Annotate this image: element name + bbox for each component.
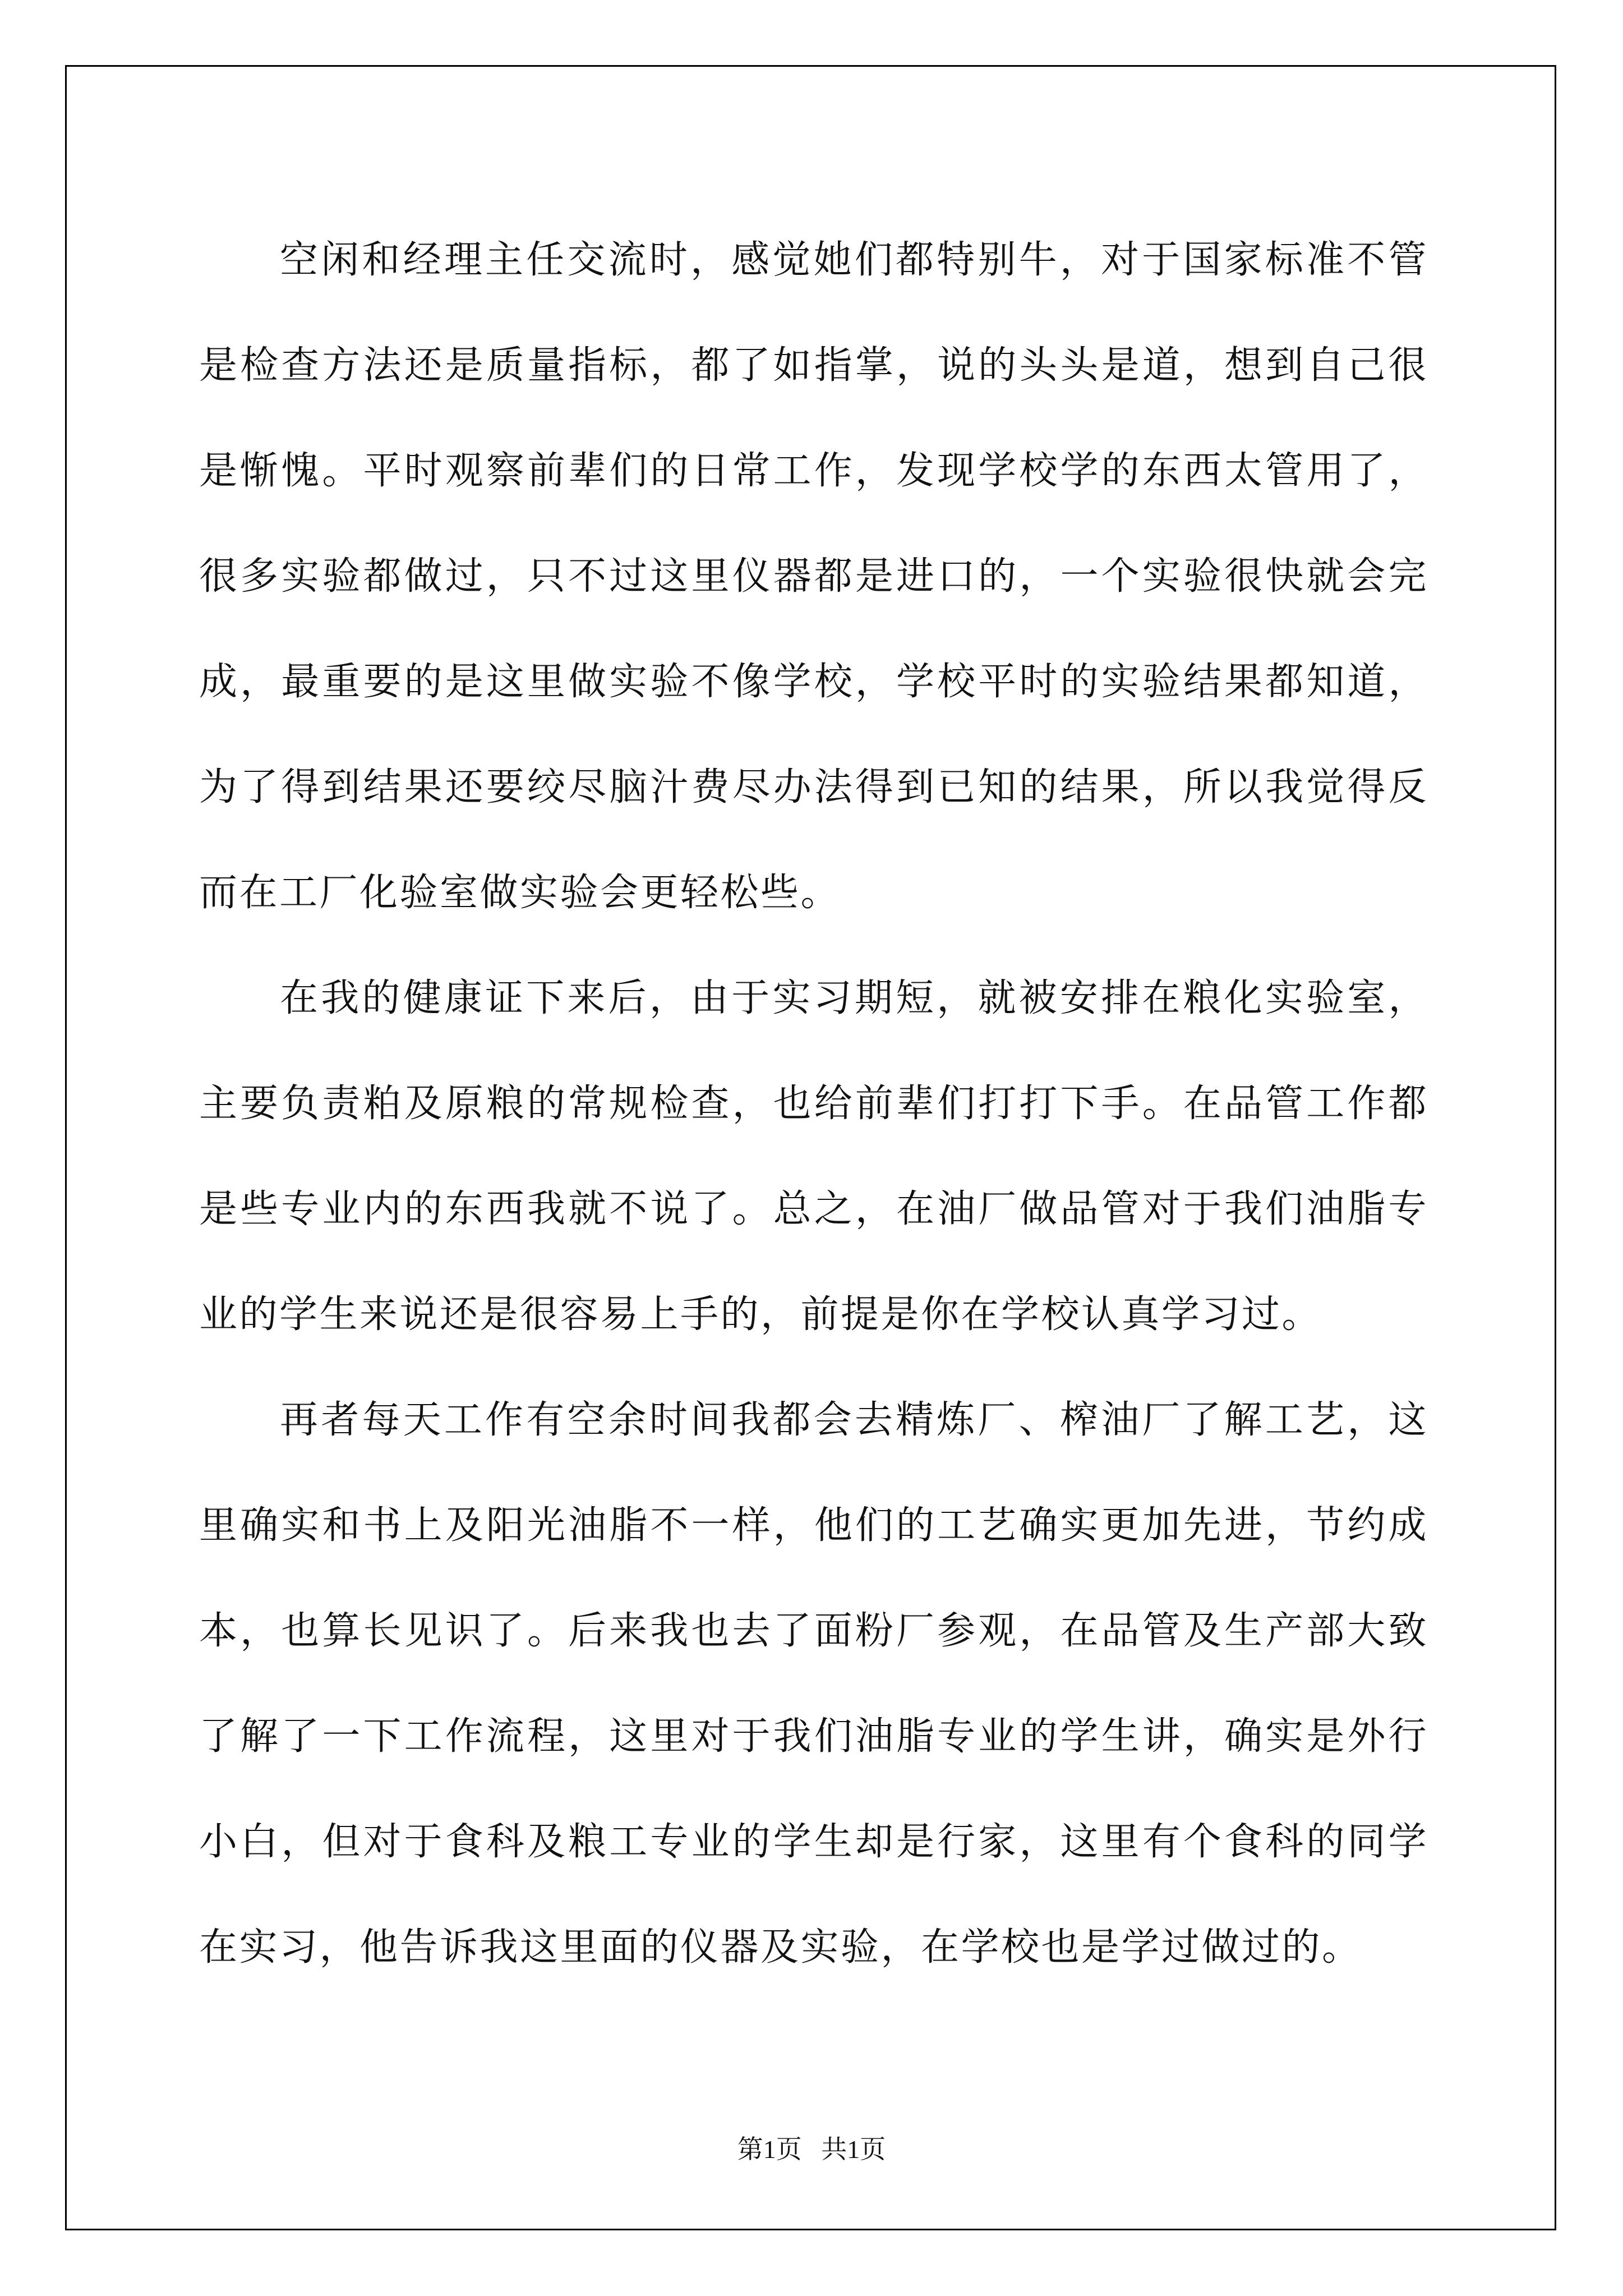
page-number: 第1页 (737, 2135, 802, 2164)
paragraph-3: 再者每天工作有空余时间我都会去精炼厂、榨油厂了解工艺，这里确实和书上及阳光油脂不一样，他们的工艺确实更加先进，节约成本，也算长见识了。后来我也去了面粉厂参观，在品管及生产部大致了解了一下工作流程，这里对于我们油脂专业的学生讲，确实是外行小白，但对于食科及粮工专业的学生却是行家，这里有个食科的同学在实习，他告诉我这里面的仪器及实验，在学校也是学过做过的。 (199, 1398, 1428, 1970)
footer-gap (802, 2135, 822, 2164)
paragraph-1: 空闲和经理主任交流时，感觉她们都特别牛，对于国家标准不管是检查方法还是质量指标，都了如指掌，说的头头是道，想到自己很是惭愧。平时观察前辈们的日常工作，发现学校学的东西太管用了，很多实验都做过，只不过这里仪器都是进口的，一个实验很快就会完成，最重要的是这里做实验不像学校，学校平时的实验结果都知道，为了得到结果还要绞尽脑汁费尽办法得到已知的结果，所以我觉得反而在工厂化验室做实验会更轻松些。 (199, 238, 1428, 915)
page-total: 共1页 (821, 2135, 886, 2164)
paragraph-2: 在我的健康证下来后，由于实习期短，就被安排在粮化实验室，主要负责粕及原粮的常规检查，也给前辈们打打下手。在品管工作都是些专业内的东西我就不说了。总之，在油厂做品管对于我们油脂专业的学生来说还是很容易上手的，前提是你在学校认真学习过。 (199, 976, 1428, 1337)
document-body (199, 208, 1428, 2000)
page-footer (0, 2129, 1623, 2166)
